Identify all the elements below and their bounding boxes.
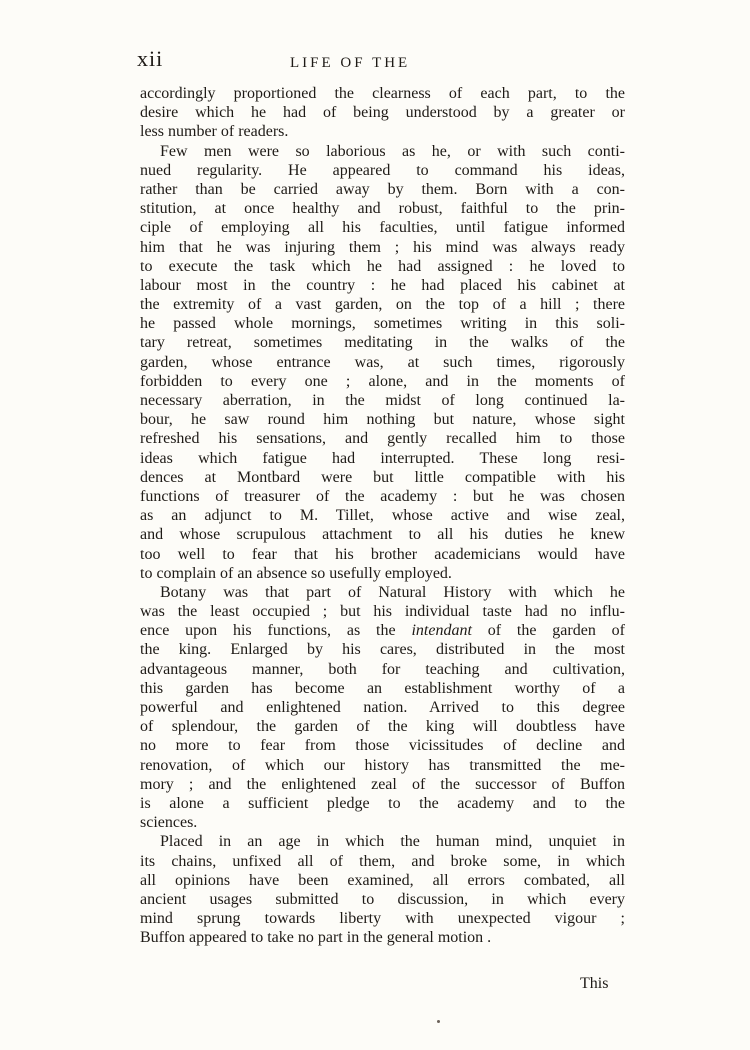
italic-word: intendant — [411, 622, 472, 640]
text-line: no more to fear from those vicissitudes of decline and — [140, 737, 625, 755]
text-line: too well to fear that his brother academicians would have — [140, 545, 625, 563]
text-line: stitution, at once healthy and robust, faithful to the prin- — [140, 200, 625, 218]
text-line: ancient usages submitted to discussion, in which every — [140, 890, 625, 908]
text-line: to complain of an absence so usefully employed. — [140, 564, 452, 582]
text-line: as an adjunct to M. Tillet, whose active and wise zeal, — [140, 507, 625, 525]
text-line: functions of treasurer of the academy : but he was chosen — [140, 487, 625, 505]
paragraph — [140, 832, 625, 947]
catchword: This — [580, 975, 609, 992]
text-line: renovation, of which our history has transmitted the me- — [140, 756, 625, 774]
text-line: mory ; and the enlightened zeal of the successor of Buffon — [140, 775, 625, 793]
text-line: him that he was injuring them ; his mind was always ready — [140, 238, 625, 256]
paragraph — [140, 84, 625, 142]
text-line: powerful and enlightened nation. Arrived to this degree — [140, 699, 625, 716]
text-line: Botany was that part of Natural History with which he — [160, 583, 625, 601]
text-line: less number of readers. — [140, 123, 289, 141]
page-number: xii — [137, 46, 164, 71]
text-line: desire which he had of being understood by a greater or — [140, 104, 625, 122]
text-line: sciences. — [140, 814, 198, 832]
paragraph — [140, 583, 625, 832]
text-line: labour most in the country : he had placed his cabinet at — [140, 276, 625, 294]
text-line: rather than be carried away by them. Born with a con- — [140, 180, 625, 198]
text-line: bour, he saw round him nothing but nature, whose sight — [140, 411, 625, 429]
text-line: advantageous manner, both for teaching and cultivation, — [140, 660, 625, 678]
text-line: Placed in an age in which the human mind, unquiet in — [160, 833, 625, 851]
body-text — [140, 84, 625, 947]
text-line: and whose scrupulous attachment to all his duties he knew — [140, 526, 625, 544]
text-line: he passed whole mornings, sometimes writing in this soli- — [140, 315, 625, 333]
text-line: ideas which fatigue had interrupted. These long resi- — [140, 449, 625, 467]
text-line: dences at Montbard were but little compatible with his — [140, 468, 625, 486]
text-line: its chains, unfixed all of them, and broke some, in which — [140, 852, 625, 870]
text-line: ciple of employing all his faculties, until fatigue informed — [140, 219, 625, 237]
text-line: the king. Enlarged by his cares, distributed in the most — [140, 641, 625, 659]
text-line: of splendour, the garden of the king will doubtless have — [140, 718, 625, 736]
text-line: tary retreat, sometimes meditating in the walks of the — [140, 334, 625, 352]
running-head: LIFE OF THE — [290, 55, 411, 71]
text-line: nued regularity. He appeared to command his ideas, — [140, 161, 625, 179]
text-line: garden, whose entrance was, at such times, rigorously — [140, 353, 625, 371]
text-line: forbidden to every one ; alone, and in the moments of — [140, 372, 625, 390]
paragraph — [140, 142, 625, 583]
text-line: to execute the task which he had assigned : he loved to — [140, 257, 625, 275]
text-line: this garden has become an establishment worthy of a — [140, 679, 625, 697]
text-line: Few men were so laborious as he, or with such conti- — [160, 142, 625, 160]
paper-speck — [437, 1020, 440, 1023]
text-line: refreshed his sensations, and gently recalled him to those — [140, 430, 625, 448]
text-line: was the least occupied ; but his individual taste had no influ- — [140, 603, 625, 621]
text-line: necessary aberration, in the midst of long continued la- — [140, 392, 625, 409]
text-line: Buffon appeared to take no part in the general motion . — [140, 929, 492, 947]
text-line: the extremity of a vast garden, on the top of a hill ; there — [140, 296, 625, 314]
text-line: is alone a sufficient pledge to the academy and to the — [140, 794, 625, 812]
text-line: accordingly proportioned the clearness of each part, to the — [140, 85, 625, 102]
text-line: ence upon his functions, as the intendant of the garden of — [140, 622, 625, 640]
text-line: all opinions have been examined, all errors combated, all — [140, 871, 625, 889]
text-line: mind sprung towards liberty with unexpected vigour ; — [140, 910, 625, 928]
